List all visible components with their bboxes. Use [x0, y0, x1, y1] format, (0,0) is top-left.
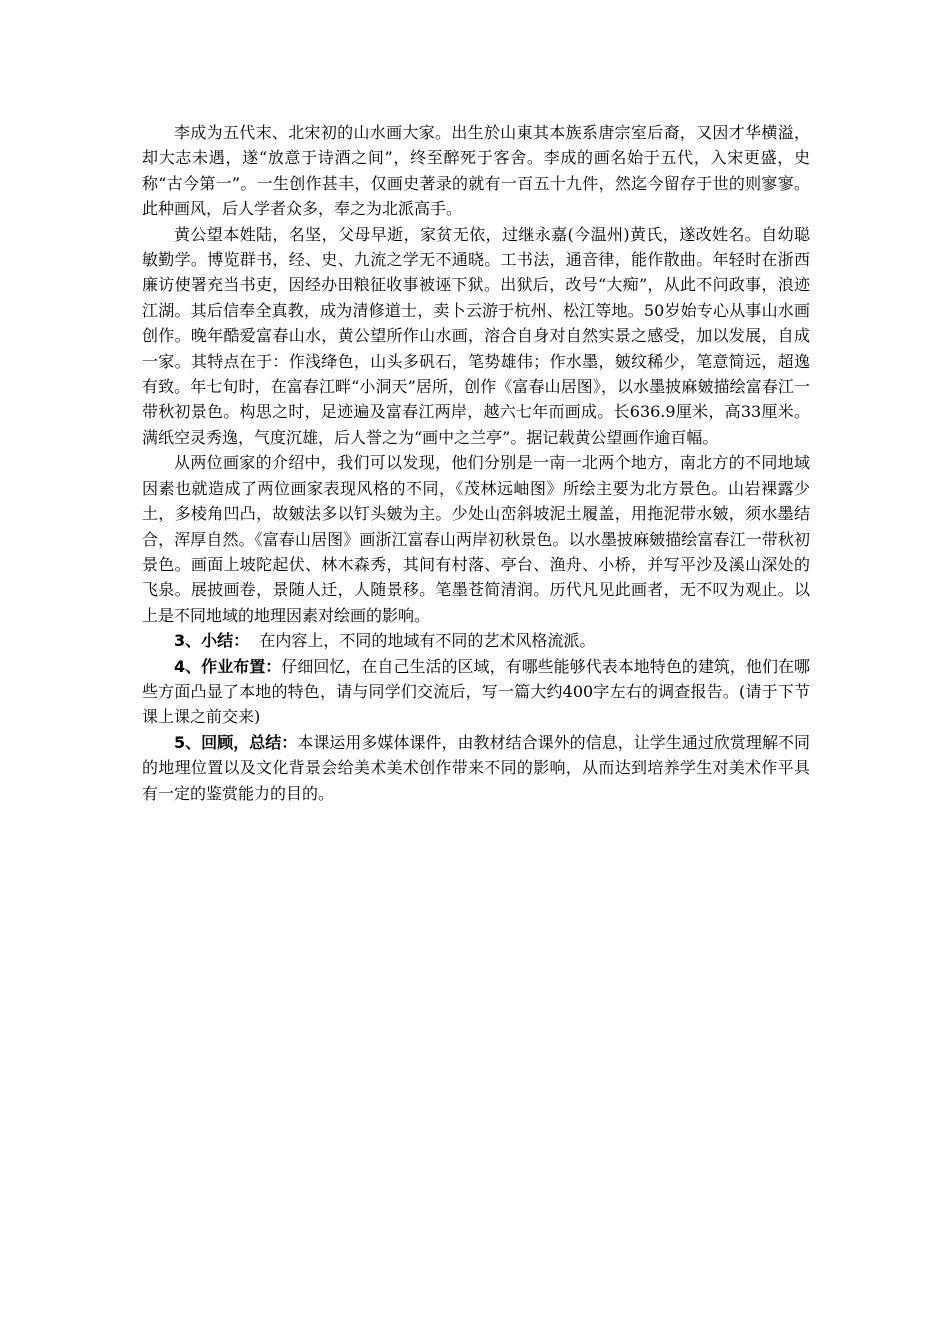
paragraph-text: 本课运用多媒体课件，由教材结合课外的信息，让学生通过欣赏理解不同的地理位置以及文化背景会给美术美术创作带来不同的影响，从而达到培养学生对美术作平具有一定的鉴赏能力的目的。: [142, 732, 810, 803]
paragraph-summary: [142, 628, 810, 653]
document-body: [142, 120, 810, 806]
paragraph-text: 黄公望本姓陆，名坚，父母早逝，家贫无依，过继永嘉(今温州)黄氏，遂改姓名。自幼聪敏勤学。博览群书，经、史、九流之学无不通晓。工书法，通音律，能作散曲。年轻时在浙西廉访使署充当书吏，因经办田粮征收事被诬下狱。出狱后，改号“大痴”，从此不问政事，浪迹江湖。其后信奉全真教，成为清修道士，卖卜云游于杭州、松江等地。50岁始专心从事山水画创作。晚年酷爱富春山水，黄公望所作山水画，溶合自身对自然实景之感受，加以发展，自成一家。其特点在于：作浅绛色，山头多矾石，笔势雄伟；作水墨，皴纹稀少，笔意简远，超逸有致。年七旬时，在富春江畔“小洞天”居所，创作《富春山居图》，以水墨披麻皴描绘富春江一带秋初景色。构思之时，足迹遍及富春江两岸，越六七年而画成。长636.9厘米，高33厘米。满纸空灵秀逸，气度沉雄，后人誉之为“画中之兰亭”。据记载黄公望画作逾百幅。: [142, 224, 810, 447]
section-heading: 4、作业布置：: [174, 656, 282, 676]
paragraph-li-cheng: [142, 120, 810, 222]
paragraph-text: 李成为五代末、北宋初的山水画大家。出生於山東其本族系唐宗室后裔，又因才华横溢，却大志未遇，遂“放意于诗酒之间”，终至醉死于客舍。李成的画名始于五代，入宋更盛，史称“古今第一”。一生创作甚丰，仅画史著录的就有一百五十九件，然迄今留存于世的则寥寥。此种画风，后人学者众多，奉之为北派高手。: [142, 123, 810, 219]
paragraph-text: 从两位画家的介绍中，我们可以发现，他们分别是一南一北两个地方，南北方的不同地域因素也就造成了两位画家表现风格的不同，《茂林远岫图》所绘主要为北方景色。山岩裸露少土，多棱角凹凸，故皴法多以钉头皴为主。少处山峦斜坡泥土履盖，用拖泥带水皴，须水墨结合，浑厚自然。《富春山居图》画浙江富春山两岸初秋景色。以水墨披麻皴描绘富春江一带秋初景色。画面上坡陀起伏、林木森秀，其间有村落、亭台、渔舟、小桥，并写平沙及溪山深处的飞泉。展披画卷，景随人迁，人随景移。笔墨苍简清润。历代凡见此画者，无不叹为观止。以上是不同地域的地理因素对绘画的影响。: [142, 453, 810, 625]
paragraph-text: 在内容上，不同的地域有不同的艺术风格流派。: [249, 631, 596, 651]
section-heading: 3、小结：: [174, 631, 250, 651]
paragraph-review: [142, 730, 810, 806]
paragraph-homework: [142, 654, 810, 730]
paragraph-comparison: [142, 450, 810, 628]
paragraph-huang-gongwang: [142, 222, 810, 451]
paragraph-text: 仔细回忆，在自己生活的区域，有哪些能够代表本地特色的建筑，他们在哪些方面凸显了本地的特色，请与同学们交流后，写一篇大约400字左右的调查报告。(请于下节课上课之前交来): [142, 656, 810, 727]
section-heading: 5、回顾，总结：: [174, 732, 298, 752]
